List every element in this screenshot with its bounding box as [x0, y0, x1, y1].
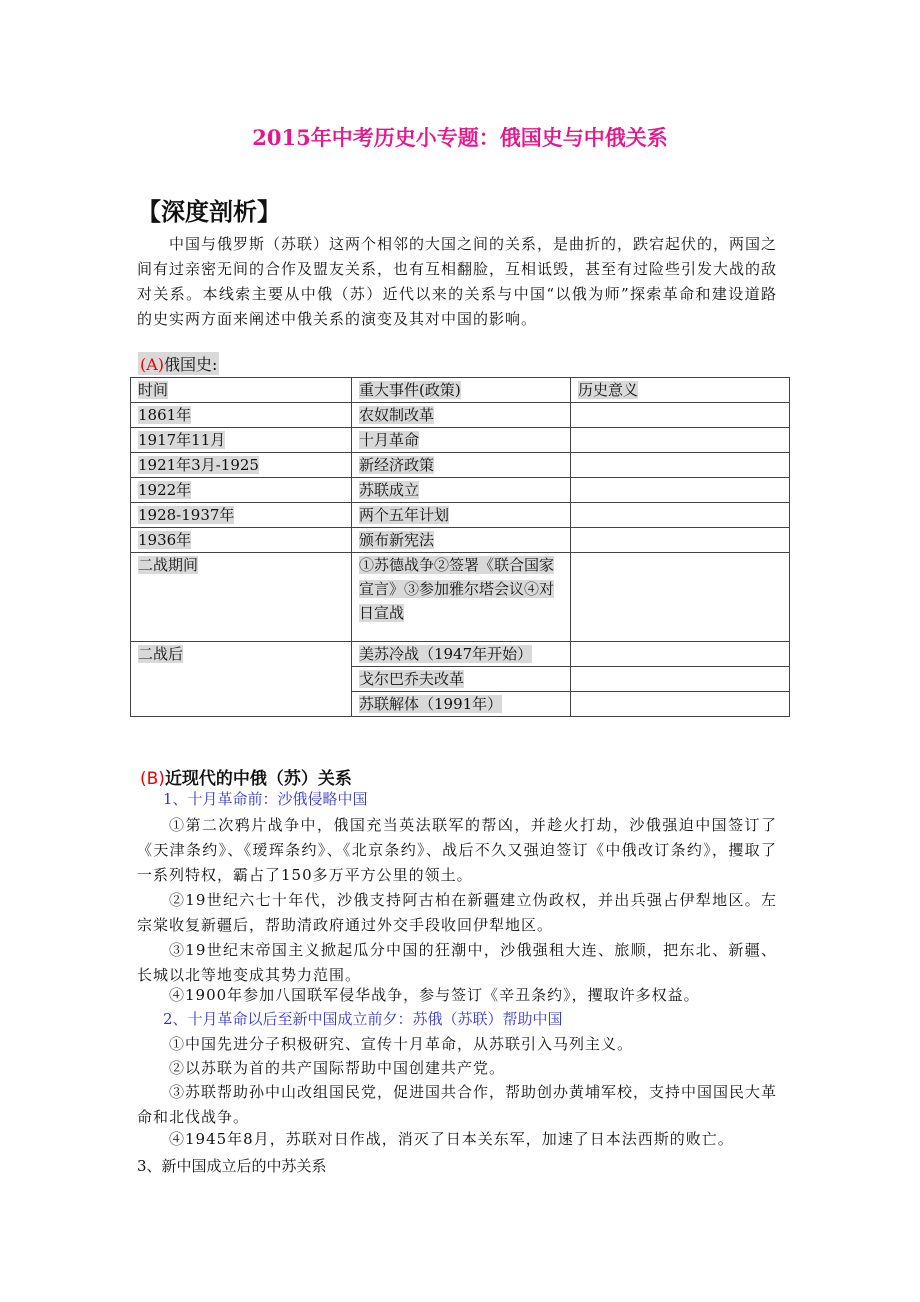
part3-heading: 3、新中国成立后的中苏关系	[137, 1157, 327, 1175]
header-significance: 历史意义	[578, 381, 639, 399]
table-row	[131, 528, 790, 553]
cell-event: 美苏冷战（1947年开始）	[359, 645, 533, 663]
section-b-heading	[140, 764, 352, 789]
cell-significance[interactable]	[571, 553, 790, 642]
cell-event: 农奴制改革	[359, 406, 435, 424]
cell-time: 1861年	[138, 406, 192, 424]
header-event: 重大事件(政策)	[359, 381, 461, 399]
cell-event: 苏联成立	[359, 481, 420, 499]
cell-time: 1922年	[138, 481, 192, 499]
cell-event: ①苏德战争②签署《联合国家宣言》③参加雅尔塔会议④对日宣战	[359, 556, 555, 622]
cell-time: 1917年11月	[138, 431, 226, 449]
russia-history-table	[130, 377, 790, 717]
cell-time: 1921年3月-1925	[138, 456, 259, 474]
table-row	[131, 553, 790, 642]
cell-event: 戈尔巴乔夫改革	[359, 670, 465, 688]
cell-time: 二战后	[138, 645, 184, 663]
cell-significance[interactable]	[571, 692, 790, 717]
table-row	[131, 453, 790, 478]
cell-significance[interactable]	[571, 642, 790, 667]
table-row	[131, 478, 790, 503]
section-b-label: 近现代的中俄（苏）关系	[164, 769, 352, 789]
cell-event: 新经济政策	[359, 456, 435, 474]
cell-significance[interactable]	[571, 403, 790, 428]
cell-time: 二战期间	[138, 556, 199, 574]
part1-item: ②19世纪六七十年代，沙俄支持阿古柏在新疆建立伪政权，并出兵强占伊犁地区。左宗棠收复新疆后，帮助清政府通过外交手段收回伊犁地区。	[137, 891, 777, 934]
section-a-label: 俄国史:	[164, 355, 218, 374]
table-header-row	[131, 378, 790, 403]
part2-item: ③苏联帮助孙中山改组国民党，促进国共合作，帮助创办黄埔军校，支持中国国民大革命和北伐战争。	[137, 1083, 778, 1126]
part2-item: ④1945年8月，苏联对日作战，消灭了日本关东军，加速了日本法西斯的败亡。	[169, 1130, 734, 1148]
cell-event: 颁布新宪法	[359, 531, 435, 549]
document-title: 2015年中考历史小专题：俄国史与中俄关系	[252, 125, 668, 150]
analysis-heading: 【深度剖析】	[137, 198, 281, 226]
table-row	[131, 503, 790, 528]
intro-paragraph: 中国与俄罗斯（苏联）这两个相邻的大国之间的关系，是曲折的，跌宕起伏的，两国之间有过亲密无间的合作及盟友关系，也有互相翻脸，互相诋毁，甚至有过险些引发大战的敌对关系。本线索主要从中俄（苏）近代以来的关系与中国“以俄为师”探索革命和建设道路的史实两方面来阐述中俄关系的演变及其对中国的影响。	[137, 235, 778, 328]
section-a-marker: (A)	[140, 355, 165, 374]
cell-significance[interactable]	[571, 667, 790, 692]
cell-significance[interactable]	[571, 503, 790, 528]
cell-significance[interactable]	[571, 428, 790, 453]
part2-item: ①中国先进分子积极研究、宣传十月革命，从苏联引入马列主义。	[169, 1035, 634, 1053]
cell-event: 十月革命	[359, 431, 420, 449]
part1-item: ①第二次鸦片战争中，俄国充当英法联军的帮凶，并趁火打劫，沙俄强迫中国签订了《天津条约》、《瑷珲条约》、《北京条约》、战后不久又强迫签订《中俄改订条约》，攫取了一系列特权，霸占了150多万平方公里的领土。	[137, 816, 777, 884]
part1-item: ④1900年参加八国联军侵华战争，参与签订《辛丑条约》，攫取许多权益。	[169, 986, 700, 1004]
cell-significance[interactable]	[571, 453, 790, 478]
header-time: 时间	[138, 381, 169, 399]
part1-item: ③19世纪末帝国主义掀起瓜分中国的狂潮中，沙俄强租大连、旅顺，把东北、新疆、长城以北等地变成其势力范围。	[137, 941, 777, 984]
cell-event: 两个五年计划	[359, 506, 450, 524]
cell-significance[interactable]	[571, 528, 790, 553]
part2-heading: 2、十月革命以后至新中国成立前夕：苏俄（苏联）帮助中国	[163, 1010, 563, 1028]
cell-significance[interactable]	[571, 478, 790, 503]
cell-time: 1928-1937年	[138, 506, 235, 524]
table-row	[131, 428, 790, 453]
table-row	[131, 642, 790, 667]
table-row	[131, 403, 790, 428]
part1-heading: 1、十月革命前：沙俄侵略中国	[163, 790, 368, 808]
section-b-marker: (B)	[140, 769, 165, 789]
cell-event: 苏联解体（1991年）	[359, 695, 503, 713]
part2-item: ②以苏联为首的共产国际帮助中国创建共产党。	[169, 1059, 506, 1077]
cell-time: 1936年	[138, 531, 192, 549]
section-a-heading	[138, 352, 219, 375]
